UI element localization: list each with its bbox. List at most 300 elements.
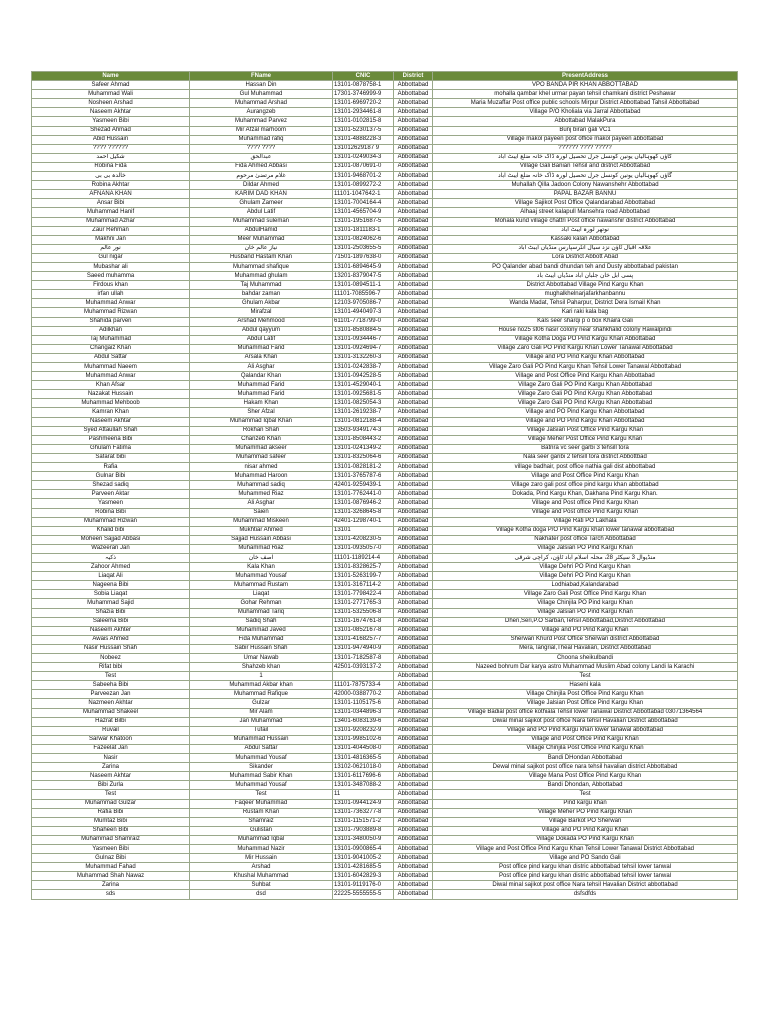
cell-cnic[interactable]: 13101-0876946-2 (333, 499, 394, 508)
cell-fname[interactable]: Sadiq Shah (190, 617, 333, 626)
cell-cnic[interactable]: 13101-4529040-1 (333, 381, 394, 390)
cell-present-address[interactable]: ?????? ???? ????? (433, 144, 738, 153)
cell-fname[interactable]: غلام مرتضیٰ مرحوم (190, 172, 333, 181)
cell-cnic[interactable]: 13102-0621018-0 (333, 763, 394, 772)
cell-district[interactable]: Abbottabad (394, 708, 433, 717)
cell-district[interactable]: Abbottabad (394, 135, 433, 144)
cell-present-address[interactable]: Village Chinjila Post Office Pind Kargu Khan (433, 690, 738, 699)
cell-fname[interactable]: Ali Asghar (190, 363, 333, 372)
cell-cnic[interactable]: 13101-8580884-5 (333, 326, 394, 335)
cell-present-address[interactable]: Post office pind kargu khan distric abbottabad tehsil lower tanwal (433, 872, 738, 881)
cell-cnic[interactable]: 13101-6042829-3 (333, 872, 394, 881)
cell-district[interactable]: Abbottabad (394, 799, 433, 808)
cell-district[interactable]: Abbottabad (394, 372, 433, 381)
cell-district[interactable]: Abbottabad (394, 217, 433, 226)
cell-present-address[interactable]: Bunj biran gali VC1 (433, 126, 738, 135)
cell-district[interactable]: Abbottabad (394, 244, 433, 253)
cell-name[interactable]: Ruvail (32, 726, 190, 735)
cell-fname[interactable]: Aurangzeb (190, 108, 333, 117)
cell-name[interactable]: Naseem Akhtar (32, 772, 190, 781)
cell-cnic[interactable]: 13101-0828181-2 (333, 463, 394, 472)
cell-fname[interactable]: Muhammad Sabir Khan (190, 772, 333, 781)
cell-district[interactable]: Abbottabad (394, 735, 433, 744)
cell-name[interactable]: AFNANA KHAN (32, 190, 190, 199)
cell-district[interactable]: Abbottabad (394, 353, 433, 362)
cell-name[interactable]: Muhammad Shakeel (32, 708, 190, 717)
cell-cnic[interactable]: 13101-7798422-4 (333, 590, 394, 599)
header-present-address[interactable]: PresentAddress (433, 72, 738, 81)
cell-present-address[interactable]: Village Gali Banian Tehsil and district Abbottabad (433, 162, 738, 171)
cell-fname[interactable]: Muhammad Farid (190, 344, 333, 353)
cell-fname[interactable]: Qalandar Khan (190, 372, 333, 381)
cell-district[interactable]: Abbottabad (394, 208, 433, 217)
cell-fname[interactable]: Muhammad Akbar khan (190, 681, 333, 690)
cell-present-address[interactable]: Village and Post Office Pind Kargu Khan (433, 735, 738, 744)
cell-name[interactable]: Nobeez (32, 654, 190, 663)
cell-name[interactable]: Muhammad Gulzar (32, 799, 190, 808)
cell-district[interactable]: Abbottabad (394, 453, 433, 462)
cell-district[interactable]: Abbottabad (394, 544, 433, 553)
cell-district[interactable]: Abbottabad (394, 581, 433, 590)
cell-cnic[interactable]: 13101-7363277-8 (333, 808, 394, 817)
cell-name[interactable]: Test (32, 672, 190, 681)
cell-cnic[interactable]: 13101-7004164-4 (333, 199, 394, 208)
cell-present-address[interactable]: Village Zaro Gali PO Pind Kargu Khan Lower Tanawal Abbottabad (433, 344, 738, 353)
cell-present-address[interactable]: Choona sheikulbandi (433, 654, 738, 663)
cell-fname[interactable]: Muhammad Yousaf (190, 781, 333, 790)
cell-district[interactable]: Abbottabad (394, 854, 433, 863)
header-district[interactable]: District (394, 72, 433, 81)
cell-present-address[interactable]: گاؤں کھوہالیاں یونین کونسل جرل تحصیل لورہ ڈاک خانہ ضلع ایبٹ آباد (433, 172, 738, 181)
cell-cnic[interactable]: 13101-0925681-5 (333, 390, 394, 399)
cell-name[interactable]: Kamran Khan (32, 408, 190, 417)
cell-name[interactable]: Liaqat Ali (32, 572, 190, 581)
cell-fname[interactable]: Muhammad Javed (190, 626, 333, 635)
cell-fname[interactable]: Mirafzal (190, 308, 333, 317)
cell-fname[interactable]: Muhammad Iqbal Khan (190, 417, 333, 426)
cell-fname[interactable]: Umar Nawab (190, 654, 333, 663)
cell-present-address[interactable]: Village and PO Pind Kargu Khan (433, 626, 738, 635)
cell-present-address[interactable]: Village Zaro Gali PO Pind Kargu Khan Abbottabad (433, 381, 738, 390)
cell-present-address[interactable]: Kals seer sharqi p o box Khaira Gali (433, 317, 738, 326)
cell-present-address[interactable]: Alhaaj street kalapull Mansehra road Abbottabad (433, 208, 738, 217)
cell-present-address[interactable]: Test (433, 672, 738, 681)
cell-present-address[interactable]: Village Zaro Gali PO Pind KArgu Khan Abbottabad (433, 399, 738, 408)
cell-cnic[interactable]: 13101-0900865-4 (333, 844, 394, 853)
cell-cnic[interactable]: 13101-3480050-9 (333, 835, 394, 844)
cell-present-address[interactable]: Diwal minal sajikot post office Nara tehsil Havalian District abbottabad (433, 881, 738, 890)
cell-district[interactable]: Abbottabad (394, 835, 433, 844)
cell-fname[interactable]: Muhammad Parvez (190, 117, 333, 126)
cell-district[interactable]: Abbottabad (394, 508, 433, 517)
cell-cnic[interactable]: 13101-6117696-6 (333, 772, 394, 781)
cell-cnic[interactable]: 11101-1047642-1 (333, 190, 394, 199)
cell-present-address[interactable]: Bandi Dhondan, Abbottabad (433, 781, 738, 790)
cell-cnic[interactable]: 13101-9474940-9 (333, 644, 394, 653)
cell-district[interactable]: Abbottabad (394, 617, 433, 626)
cell-name[interactable]: Muhammad Hanif (32, 208, 190, 217)
cell-district[interactable]: Abbottabad (394, 499, 433, 508)
cell-name[interactable]: Muhammad Fahad (32, 863, 190, 872)
cell-district[interactable]: Abbottabad (394, 690, 433, 699)
cell-fname[interactable]: Suhbat (190, 881, 333, 890)
cell-district[interactable]: Abbottabad (394, 590, 433, 599)
cell-district[interactable]: Abbottabad (394, 281, 433, 290)
cell-present-address[interactable]: Village Jalsian PO Pind Kargu Khan (433, 608, 738, 617)
cell-name[interactable]: Muhammad Sajid (32, 599, 190, 608)
cell-name[interactable]: Parveen Aktar (32, 490, 190, 499)
cell-fname[interactable]: Muhammad Rafique (190, 690, 333, 699)
cell-name[interactable]: Muhammad Shah Nawaz (32, 872, 190, 881)
cell-fname[interactable]: Test (190, 790, 333, 799)
cell-cnic[interactable]: 13101-5263199-7 (333, 572, 394, 581)
cell-district[interactable]: Abbottabad (394, 226, 433, 235)
cell-present-address[interactable]: Lodhiabad,Kalandarabad (433, 581, 738, 590)
cell-name[interactable]: Yasmeen (32, 499, 190, 508)
cell-fname[interactable]: Muhammad Nazir (190, 844, 333, 853)
cell-name[interactable]: Nazmeen Akhtar (32, 699, 190, 708)
cell-cnic[interactable]: 42401-1298740-1 (333, 517, 394, 526)
cell-present-address[interactable]: Mera, langrial,Theal Havalian, District Abbottabad (433, 644, 738, 653)
cell-present-address[interactable]: پسی آبل خان جلبان آباد منڈیاں ایبٹ باد (433, 272, 738, 281)
cell-district[interactable]: Abbottabad (394, 435, 433, 444)
cell-present-address[interactable]: Wanda Madat, Tehsil Paharpur, District Dera Ismail Khan (433, 299, 738, 308)
cell-district[interactable]: Abbottabad (394, 335, 433, 344)
cell-district[interactable]: Abbottabad (394, 826, 433, 835)
cell-cnic[interactable]: 13101-3268645-8 (333, 508, 394, 517)
cell-cnic[interactable] (333, 672, 394, 681)
cell-name[interactable]: Gulnar Bibi (32, 472, 190, 481)
cell-present-address[interactable]: Mohala kund village chattri Post office nawanshir district Abbottabad (433, 217, 738, 226)
cell-present-address[interactable]: Village and PO Sando Gali (433, 854, 738, 863)
cell-name[interactable]: Sobia Liaqat (32, 590, 190, 599)
cell-fname[interactable]: Kala Khan (190, 563, 333, 572)
cell-fname[interactable]: nisar ahmed (190, 463, 333, 472)
cell-name[interactable]: Muhammad Wali (32, 90, 190, 99)
cell-name[interactable]: ???? ?????? (32, 144, 190, 153)
cell-fname[interactable]: Muhammad Arshad (190, 99, 333, 108)
cell-name[interactable]: Moheen Sajjad Abbasi (32, 535, 190, 544)
cell-fname[interactable]: Ghulam Akbar (190, 299, 333, 308)
cell-present-address[interactable]: Village Chinjila Post Office Pind Kargu Khan (433, 744, 738, 753)
cell-district[interactable]: Abbottabad (394, 781, 433, 790)
cell-present-address[interactable]: Village and Post office Pind Kargu Khan (433, 508, 738, 517)
cell-name[interactable]: Mumtaz Bibi (32, 817, 190, 826)
cell-district[interactable]: Abbottabad (394, 599, 433, 608)
cell-cnic[interactable]: 13101-0924694-7 (333, 344, 394, 353)
cell-name[interactable]: Shazia Bibi (32, 608, 190, 617)
cell-cnic[interactable]: 13101-0824062-6 (333, 235, 394, 244)
cell-fname[interactable]: ???? ???? (190, 144, 333, 153)
cell-name[interactable]: Rifat bibi (32, 663, 190, 672)
cell-cnic[interactable]: 13101-0934446-7 (333, 335, 394, 344)
cell-name[interactable]: Adilkhan (32, 326, 190, 335)
cell-fname[interactable]: Husband Hastam Khan (190, 253, 333, 262)
cell-name[interactable]: Makhni Jan (32, 235, 190, 244)
cell-name[interactable]: Muhammad Naeem (32, 363, 190, 372)
cell-cnic[interactable]: 11101-7875733-4 (333, 681, 394, 690)
cell-district[interactable]: Abbottabad (394, 181, 433, 190)
cell-cnic[interactable]: 13503-9349174-3 (333, 426, 394, 435)
cell-present-address[interactable]: Village Sajikot Post Office Qalandarabad Abbottabad (433, 199, 738, 208)
cell-district[interactable]: Abbottabad (394, 117, 433, 126)
cell-present-address[interactable]: Village and PO Pind Kargu Khan Abbottabad (433, 408, 738, 417)
cell-name[interactable]: Muhammad Anwar (32, 372, 190, 381)
cell-name[interactable]: Shezad Ahmad (32, 126, 190, 135)
cell-fname[interactable]: Sher Afzal (190, 408, 333, 417)
cell-district[interactable]: Abbottabad (394, 726, 433, 735)
cell-name[interactable]: Muhammad Rizwan (32, 517, 190, 526)
cell-fname[interactable]: Rustam Khan (190, 808, 333, 817)
cell-name[interactable]: Shahida parven (32, 317, 190, 326)
cell-fname[interactable]: Meer Muhammad (190, 235, 333, 244)
cell-cnic[interactable]: 13101-0852167-8 (333, 626, 394, 635)
cell-name[interactable]: Naseem Akhter (32, 626, 190, 635)
cell-cnic[interactable]: 13101-0878758-1 (333, 81, 394, 90)
cell-cnic[interactable]: 13101-0894511-1 (333, 281, 394, 290)
cell-name[interactable]: irfan ullah (32, 290, 190, 299)
cell-present-address[interactable]: نوتھر لورہ ایبٹ آباد (433, 226, 738, 235)
cell-district[interactable]: Abbottabad (394, 790, 433, 799)
cell-name[interactable]: Zaur Rehman (32, 226, 190, 235)
cell-name[interactable]: ذکیہ (32, 553, 190, 562)
cell-cnic[interactable]: 13101-8328625-7 (333, 563, 394, 572)
cell-cnic[interactable]: 13101-9468701-2 (333, 172, 394, 181)
cell-present-address[interactable]: Diwal minal sajikot post office Nara tehsil Havalian District abbottabad (433, 717, 738, 726)
cell-present-address[interactable]: Haseni kala (433, 681, 738, 690)
cell-fname[interactable]: Ali Asghar (190, 499, 333, 508)
cell-fname[interactable]: Gul Muhammad (190, 90, 333, 99)
cell-district[interactable]: Abbottabad (394, 317, 433, 326)
cell-district[interactable]: Abbottabad (394, 199, 433, 208)
cell-present-address[interactable]: Village Meher Post Office Pind Kargu Khan (433, 435, 738, 444)
cell-name[interactable]: Zarina (32, 881, 190, 890)
cell-fname[interactable]: Shahzeb khan (190, 663, 333, 672)
cell-present-address[interactable]: Test (433, 790, 738, 799)
cell-present-address[interactable]: Dokada, Pind Kargu Khan, Dakhana Pind Kargu Khan. (433, 490, 738, 499)
cell-district[interactable]: Abbottabad (394, 481, 433, 490)
cell-district[interactable]: Abbottabad (394, 463, 433, 472)
cell-present-address[interactable]: Batnra vc seer garbi 3 tehsill tora (433, 444, 738, 453)
cell-fname[interactable]: dsd (190, 890, 333, 899)
cell-present-address[interactable]: PO Qalander abad bandi dhundan teh and Dusty abbottabad pakistan (433, 262, 738, 271)
cell-name[interactable]: Nageena Bibi (32, 581, 190, 590)
cell-district[interactable]: Abbottabad (394, 626, 433, 635)
cell-district[interactable]: Abbottabad (394, 844, 433, 853)
cell-fname[interactable]: Abdul Sattar (190, 744, 333, 753)
cell-present-address[interactable]: Village Meher PO Pind Kargu Khan (433, 808, 738, 817)
cell-present-address[interactable]: Village P/O Kholiala via Jarral Abbottabad (433, 108, 738, 117)
cell-cnic[interactable]: 13201-8379047-5 (333, 272, 394, 281)
cell-fname[interactable]: اصف خان (190, 553, 333, 562)
cell-fname[interactable]: Shamraiz (190, 817, 333, 826)
cell-present-address[interactable]: Post office pind kargu khan distric abbottabad tehsil lower tanwal (433, 863, 738, 872)
cell-district[interactable]: Abbottabad (394, 563, 433, 572)
cell-present-address[interactable]: VPO BANDA PIR KHAN ABBOTTABAD (433, 81, 738, 90)
cell-name[interactable]: sds (32, 890, 190, 899)
cell-name[interactable]: Abdul Sattar (32, 353, 190, 362)
cell-district[interactable]: Abbottabad (394, 754, 433, 763)
cell-district[interactable]: Abbottabad (394, 381, 433, 390)
cell-fname[interactable]: AbdulHamid (190, 226, 333, 235)
cell-district[interactable]: Abbottabad (394, 553, 433, 562)
cell-district[interactable]: Abbottabad (394, 253, 433, 262)
cell-present-address[interactable]: Village Jalsian Post Office Pind Kargu Khan (433, 426, 738, 435)
cell-cnic[interactable]: 13101-0344896-3 (333, 708, 394, 717)
cell-cnic[interactable]: 13101-4888228-3 (333, 135, 394, 144)
cell-name[interactable]: Yasmeen Bibi (32, 117, 190, 126)
cell-fname[interactable]: عبدالحق (190, 153, 333, 162)
cell-district[interactable]: Abbottabad (394, 654, 433, 663)
cell-fname[interactable]: Abdul qayyum (190, 326, 333, 335)
cell-name[interactable]: Sarwar Khatoon (32, 735, 190, 744)
cell-name[interactable]: Mubashar ali (32, 262, 190, 271)
cell-present-address[interactable]: Village Jalsian PO Pind Kargu Khan (433, 544, 738, 553)
cell-present-address[interactable]: Dheri,Seri,P.O Sarban,Tehsil Abbottabad,District Abbottabad (433, 617, 738, 626)
cell-present-address[interactable]: Kassaki kalan Abbottabad (433, 235, 738, 244)
cell-name[interactable]: خالدہ بی بی (32, 172, 190, 181)
cell-district[interactable]: Abbottabad (394, 162, 433, 171)
cell-district[interactable]: Abbottabad (394, 817, 433, 826)
cell-name[interactable]: Rafia (32, 463, 190, 472)
cell-present-address[interactable]: Village zaro gali post office pind kargu khan abbottabad (433, 481, 738, 490)
cell-cnic[interactable]: 13101-3132260-3 (333, 353, 394, 362)
cell-district[interactable]: Abbottabad (394, 308, 433, 317)
cell-district[interactable]: Abbottabad (394, 144, 433, 153)
cell-present-address[interactable]: گاؤں کھوہالیاں یونین کونسل جرل تحصیل لورہ ڈاک خانہ ضلع ایبٹ آباد (433, 153, 738, 162)
cell-district[interactable]: Abbottabad (394, 772, 433, 781)
cell-name[interactable]: Abid Hussain (32, 135, 190, 144)
cell-present-address[interactable]: Abbottabad MalakPura (433, 117, 738, 126)
cell-fname[interactable]: Muhammad shafique (190, 262, 333, 271)
cell-cnic[interactable]: 13101-9208232-9 (333, 726, 394, 735)
cell-cnic[interactable]: 13101-5230137-5 (333, 126, 394, 135)
cell-present-address[interactable]: Village Jalsian Post Office Pind Kargu Khan (433, 699, 738, 708)
cell-present-address[interactable]: Nakhater post office Tarch Abbottabad (433, 535, 738, 544)
header-name[interactable]: Name (32, 72, 190, 81)
cell-district[interactable]: Abbottabad (394, 535, 433, 544)
cell-district[interactable]: Abbottabad (394, 126, 433, 135)
cell-cnic[interactable]: 13101-3487088-2 (333, 781, 394, 790)
cell-fname[interactable]: Muhammad rafiq (190, 135, 333, 144)
cell-fname[interactable]: Muhammad ghulam (190, 272, 333, 281)
cell-fname[interactable]: Mir Afzal marhoom (190, 126, 333, 135)
cell-cnic[interactable]: 61101-7718799-0 (333, 317, 394, 326)
cell-name[interactable]: Nazakat Hussain (32, 390, 190, 399)
cell-cnic[interactable]: 13101-4044508-0 (333, 744, 394, 753)
cell-district[interactable]: Abbottabad (394, 290, 433, 299)
cell-name[interactable]: Test (32, 790, 190, 799)
cell-name[interactable]: Robina Fida (32, 162, 190, 171)
cell-present-address[interactable]: Nazeed bohrum Dar karya astro Muhammad Muslim Abad colony Landi la Karachi (433, 663, 738, 672)
cell-name[interactable]: Shaheen Bibi (32, 826, 190, 835)
cell-fname[interactable]: Gulistan (190, 826, 333, 835)
cell-present-address[interactable]: Village Barkot PO Sherwan (433, 817, 738, 826)
cell-district[interactable]: Abbottabad (394, 399, 433, 408)
cell-cnic[interactable]: 13101-9041005-2 (333, 854, 394, 863)
cell-fname[interactable]: Muhammad Hussain (190, 735, 333, 744)
cell-cnic[interactable]: 13101-4940497-3 (333, 308, 394, 317)
cell-cnic[interactable]: 13101-1674761-8 (333, 617, 394, 626)
cell-district[interactable]: Abbottabad (394, 190, 433, 199)
cell-name[interactable]: Ghulam Fatima (32, 444, 190, 453)
cell-cnic[interactable]: 13101-7762441-0 (333, 490, 394, 499)
cell-fname[interactable]: Rokhan Shah (190, 426, 333, 435)
cell-name[interactable]: Safeer Ahmad (32, 81, 190, 90)
cell-present-address[interactable]: Dewal minal sajikot post office nara tehsil havalian district Abbottabad (433, 763, 738, 772)
cell-cnic[interactable]: 13101-0899272-2 (333, 181, 394, 190)
cell-cnic[interactable]: 13101-4208230-5 (333, 535, 394, 544)
cell-district[interactable]: Abbottabad (394, 235, 433, 244)
cell-fname[interactable]: Sabir Hussain Shah (190, 644, 333, 653)
cell-district[interactable]: Abbottabad (394, 426, 433, 435)
cell-cnic[interactable]: 13101-4565704-9 (333, 208, 394, 217)
cell-fname[interactable]: Abdul Latif (190, 208, 333, 217)
cell-district[interactable]: Abbottabad (394, 672, 433, 681)
cell-cnic[interactable]: 42501-0393137-2 (333, 663, 394, 672)
cell-district[interactable]: Abbottabad (394, 108, 433, 117)
cell-name[interactable]: Rafia Bibi (32, 808, 190, 817)
cell-present-address[interactable]: Village Chinjila PO Pind kargu Khan (433, 599, 738, 608)
cell-name[interactable]: Parveezan Jan (32, 690, 190, 699)
header-cnic[interactable]: CNIC (333, 72, 394, 81)
cell-cnic[interactable]: 12103-9705086-7 (333, 299, 394, 308)
cell-name[interactable]: Gul nigar (32, 253, 190, 262)
cell-fname[interactable]: Ghulam Zameer (190, 199, 333, 208)
cell-fname[interactable]: Taj Muhammad (190, 281, 333, 290)
cell-name[interactable]: Awais Ahmed (32, 635, 190, 644)
cell-name[interactable]: Bibi Zurla (32, 781, 190, 790)
cell-fname[interactable]: Fida Ahmed Abbasi (190, 162, 333, 171)
cell-fname[interactable]: Arsala Khan (190, 353, 333, 362)
cell-present-address[interactable]: Bandi DHondan Abbottabad (433, 754, 738, 763)
cell-present-address[interactable]: House no25 st06 nasir colony near shahkhalid colony Rawalpindi (433, 326, 738, 335)
cell-name[interactable]: Wazeeran Jan (32, 544, 190, 553)
cell-present-address[interactable]: District Abbottabad Village Pind Kargu Khan (433, 281, 738, 290)
cell-fname[interactable]: Mir Hussain (190, 854, 333, 863)
cell-present-address[interactable]: Sherwan Khurd Post Office Sherwan district Abbottabad (433, 635, 738, 644)
cell-district[interactable]: Abbottabad (394, 663, 433, 672)
cell-name[interactable]: Shezad sadiq (32, 481, 190, 490)
cell-cnic[interactable]: 13101 (333, 526, 394, 535)
cell-cnic[interactable]: 13101-0935057-0 (333, 544, 394, 553)
cell-fname[interactable]: Hakam Khan (190, 399, 333, 408)
cell-fname[interactable]: Faqeer Muhammad (190, 799, 333, 808)
cell-district[interactable]: Abbottabad (394, 572, 433, 581)
cell-name[interactable]: Khan Afsar (32, 381, 190, 390)
cell-name[interactable]: Hazrat Bilbi (32, 717, 190, 726)
cell-present-address[interactable]: Kari raki kala bag (433, 308, 738, 317)
cell-district[interactable]: Abbottabad (394, 417, 433, 426)
cell-name[interactable]: Nasir (32, 754, 190, 763)
cell-present-address[interactable]: Village and Post Office Pind Kargu Khan Tehsil Lower Tanawal District Abbottabad (433, 844, 738, 853)
cell-fname[interactable]: Muhammad Iqbal (190, 835, 333, 844)
cell-fname[interactable]: Hassan Din (190, 81, 333, 90)
cell-present-address[interactable]: Village Zaro Gali Post Office Pind Kargu Khan (433, 590, 738, 599)
cell-district[interactable]: Abbottabad (394, 608, 433, 617)
cell-fname[interactable]: Khushal Muhammad (190, 872, 333, 881)
cell-fname[interactable]: Muhammad Farid (190, 381, 333, 390)
cell-present-address[interactable]: Village makol payeen post office makol payeen abbottabad (433, 135, 738, 144)
cell-present-address[interactable]: Lora District Abbott Abad (433, 253, 738, 262)
cell-fname[interactable]: bahdar zaman (190, 290, 333, 299)
cell-district[interactable]: Abbottabad (394, 153, 433, 162)
cell-cnic[interactable]: 13101-2934461-8 (333, 108, 394, 117)
cell-cnic[interactable]: 13101-0870691-0 (333, 162, 394, 171)
cell-cnic[interactable]: 13101-3765787-6 (333, 472, 394, 481)
cell-fname[interactable]: Muhammad Yousaf (190, 754, 333, 763)
cell-district[interactable]: Abbottabad (394, 344, 433, 353)
